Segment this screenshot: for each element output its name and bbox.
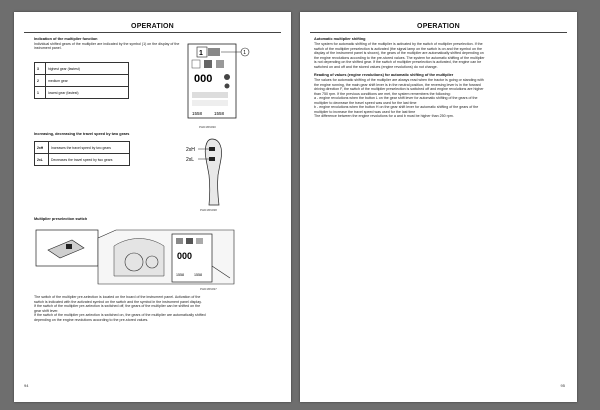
table-cell: Increases the travel speed by two gears bbox=[49, 142, 130, 154]
status-icon bbox=[216, 60, 224, 68]
status-icon bbox=[186, 238, 193, 244]
display-right-value: 1558 bbox=[194, 273, 202, 277]
status-icon bbox=[204, 60, 212, 68]
status-icon bbox=[176, 238, 183, 244]
display-bar bbox=[192, 100, 228, 106]
figure-caption: PHD18N038 bbox=[200, 208, 217, 212]
page-number: 95 bbox=[560, 383, 565, 388]
lever-label-up: 2xH bbox=[186, 147, 195, 153]
paragraph-line: multiplier to increase the travel speed was used for the last time bbox=[314, 109, 416, 114]
table-cell: lowest gear (fastest) bbox=[46, 87, 129, 99]
display-left-value: 1558 bbox=[192, 111, 203, 116]
dashboard-switch-figure bbox=[34, 226, 254, 286]
table-cell: 2xH bbox=[35, 142, 49, 154]
gear-indication-table bbox=[34, 62, 129, 99]
table-cell: medium gear bbox=[46, 75, 129, 87]
table-cell: 3 bbox=[35, 63, 46, 75]
left-page bbox=[14, 12, 291, 402]
paragraph-line: than 750 rpm. If the previous conditions are met, the system remembers the following: bbox=[314, 91, 451, 96]
title-divider bbox=[24, 32, 281, 33]
section-heading-preselection-switch: Multiplier preselection switch bbox=[34, 217, 88, 221]
button-h-icon bbox=[209, 147, 215, 151]
display-gear: 1 bbox=[199, 50, 203, 57]
travel-speed-table bbox=[34, 141, 130, 166]
table-row bbox=[35, 87, 129, 99]
display-speed: 000 bbox=[194, 73, 213, 85]
display-left-value: 1558 bbox=[176, 273, 184, 277]
section-intro: Individual shifted gears of the multiplier are indicated by the symbol (1) on the display of the instrument panel. bbox=[34, 42, 180, 51]
paragraph-line: The system for automatic shifting of the multiplier is activated by the switch of multiplier preselection. If the bbox=[314, 42, 483, 46]
table-cell: Decreases the travel speed by two gears bbox=[49, 154, 130, 166]
paragraph-line: multiplier to decrease the travel speed was used for the last time bbox=[314, 100, 417, 105]
gear-bars-icon bbox=[208, 48, 220, 56]
display-right-value: 1558 bbox=[214, 111, 225, 116]
figure-caption: PHD18N030 bbox=[199, 125, 216, 129]
paragraph-line: a - engine revolutions when the button L on the gear shift lever for automatic shifting of the gears of the bbox=[314, 96, 478, 100]
section-heading-travel-speed: Increasing, decreasing the travel speed by two gears bbox=[34, 132, 130, 136]
table-row bbox=[35, 154, 130, 166]
display-bar bbox=[192, 92, 228, 98]
title-divider bbox=[310, 32, 567, 33]
paragraph-line: switch is indicated with the activated symbol on the switch and the symbol in the instrument panel display. bbox=[34, 299, 202, 304]
paragraph-line: display of the instrument panel is shown), the gears of the multiplier are automatically shifted depending on bbox=[314, 51, 484, 55]
status-icon bbox=[196, 238, 203, 244]
section-heading-automatic-shifting: Automatic multiplier shifting bbox=[314, 37, 366, 41]
right-page bbox=[300, 12, 577, 402]
section-heading-multiplier-indication: Indication of the multiplier function bbox=[34, 37, 98, 41]
paragraph-line: b - engine revolutions when the button H on the gear shift lever for automatic shifting of the gears of the bbox=[314, 105, 479, 109]
paragraph-line: The difference between the engine revolutions for a and b must be higher than 250 rpm. bbox=[314, 114, 454, 118]
paragraph-line: The values for automatic shifting of the multiplier are always read when the tractor is going or standing with bbox=[314, 78, 484, 82]
page-title: OPERATION bbox=[417, 23, 460, 30]
paragraph-line: gear shift lever. bbox=[34, 308, 59, 313]
instrument-display-figure bbox=[184, 42, 254, 124]
switch-lamp-icon bbox=[66, 244, 72, 249]
page-number: 94 bbox=[24, 383, 29, 388]
callout-label: 1 bbox=[243, 50, 247, 56]
table-row bbox=[35, 63, 129, 75]
table-cell: highest gear (fastest) bbox=[46, 63, 129, 75]
table-row bbox=[35, 75, 129, 87]
paragraph-line: the engine revolutions according to the pre-stored values. The system for automatic shifting of the multiplier bbox=[314, 55, 485, 60]
gear-shift-lever-figure bbox=[180, 135, 240, 207]
table-cell: 1 bbox=[35, 87, 46, 99]
table-cell: 2xL bbox=[35, 154, 49, 166]
paragraph-line: switched on and off and the stored values (engine revolutions) do not change. bbox=[314, 64, 438, 69]
indicator-icon bbox=[224, 74, 230, 80]
paragraph-line: the engine running, the main gear shift lever is in the neutral position, the reversing lever is in the forward bbox=[314, 82, 481, 87]
paragraph-line: The switch of the multiplier pre-selection is located on the board of the instrument panel. Activation of the bbox=[34, 295, 201, 299]
paragraph-line: is not depending on the shifted gear. If the switch of multiplier preselection is activated, the engine can be bbox=[314, 60, 482, 64]
paragraph-line: If the switch of the multiplier pre-selection is switched on, the gears of the multiplier are automatically shifted bbox=[34, 313, 206, 317]
lever-label-down: 2xL bbox=[186, 157, 195, 163]
button-l-icon bbox=[209, 157, 215, 161]
paragraph-line: driving direction F, the switch of the multiplier preselection is switched off and engine revolutions are higher bbox=[314, 87, 484, 91]
paragraph-line: depending on the engine revolutions according to the pre-stored values. bbox=[34, 317, 149, 322]
display-speed: 000 bbox=[177, 251, 193, 261]
steering-console bbox=[114, 239, 164, 277]
paragraph-line: If the switch of the multiplier pre-selection is switched off, the gears of the multiplier can be shifted on the bbox=[34, 304, 201, 308]
paragraph-line: switch of the multiplier preselection is activated (the signal lamp on the switch is on and the symbol on the bbox=[314, 46, 482, 51]
page-title: OPERATION bbox=[131, 23, 174, 30]
section-heading-reading-values: Reading of values (engine revolutions) for automatic shifting of the multiplier bbox=[314, 73, 454, 77]
table-cell: 2 bbox=[35, 75, 46, 87]
indicator-icon bbox=[225, 84, 230, 89]
figure-caption: PHD18N037 bbox=[200, 287, 217, 291]
table-row bbox=[35, 142, 130, 154]
warning-icon bbox=[192, 60, 200, 68]
